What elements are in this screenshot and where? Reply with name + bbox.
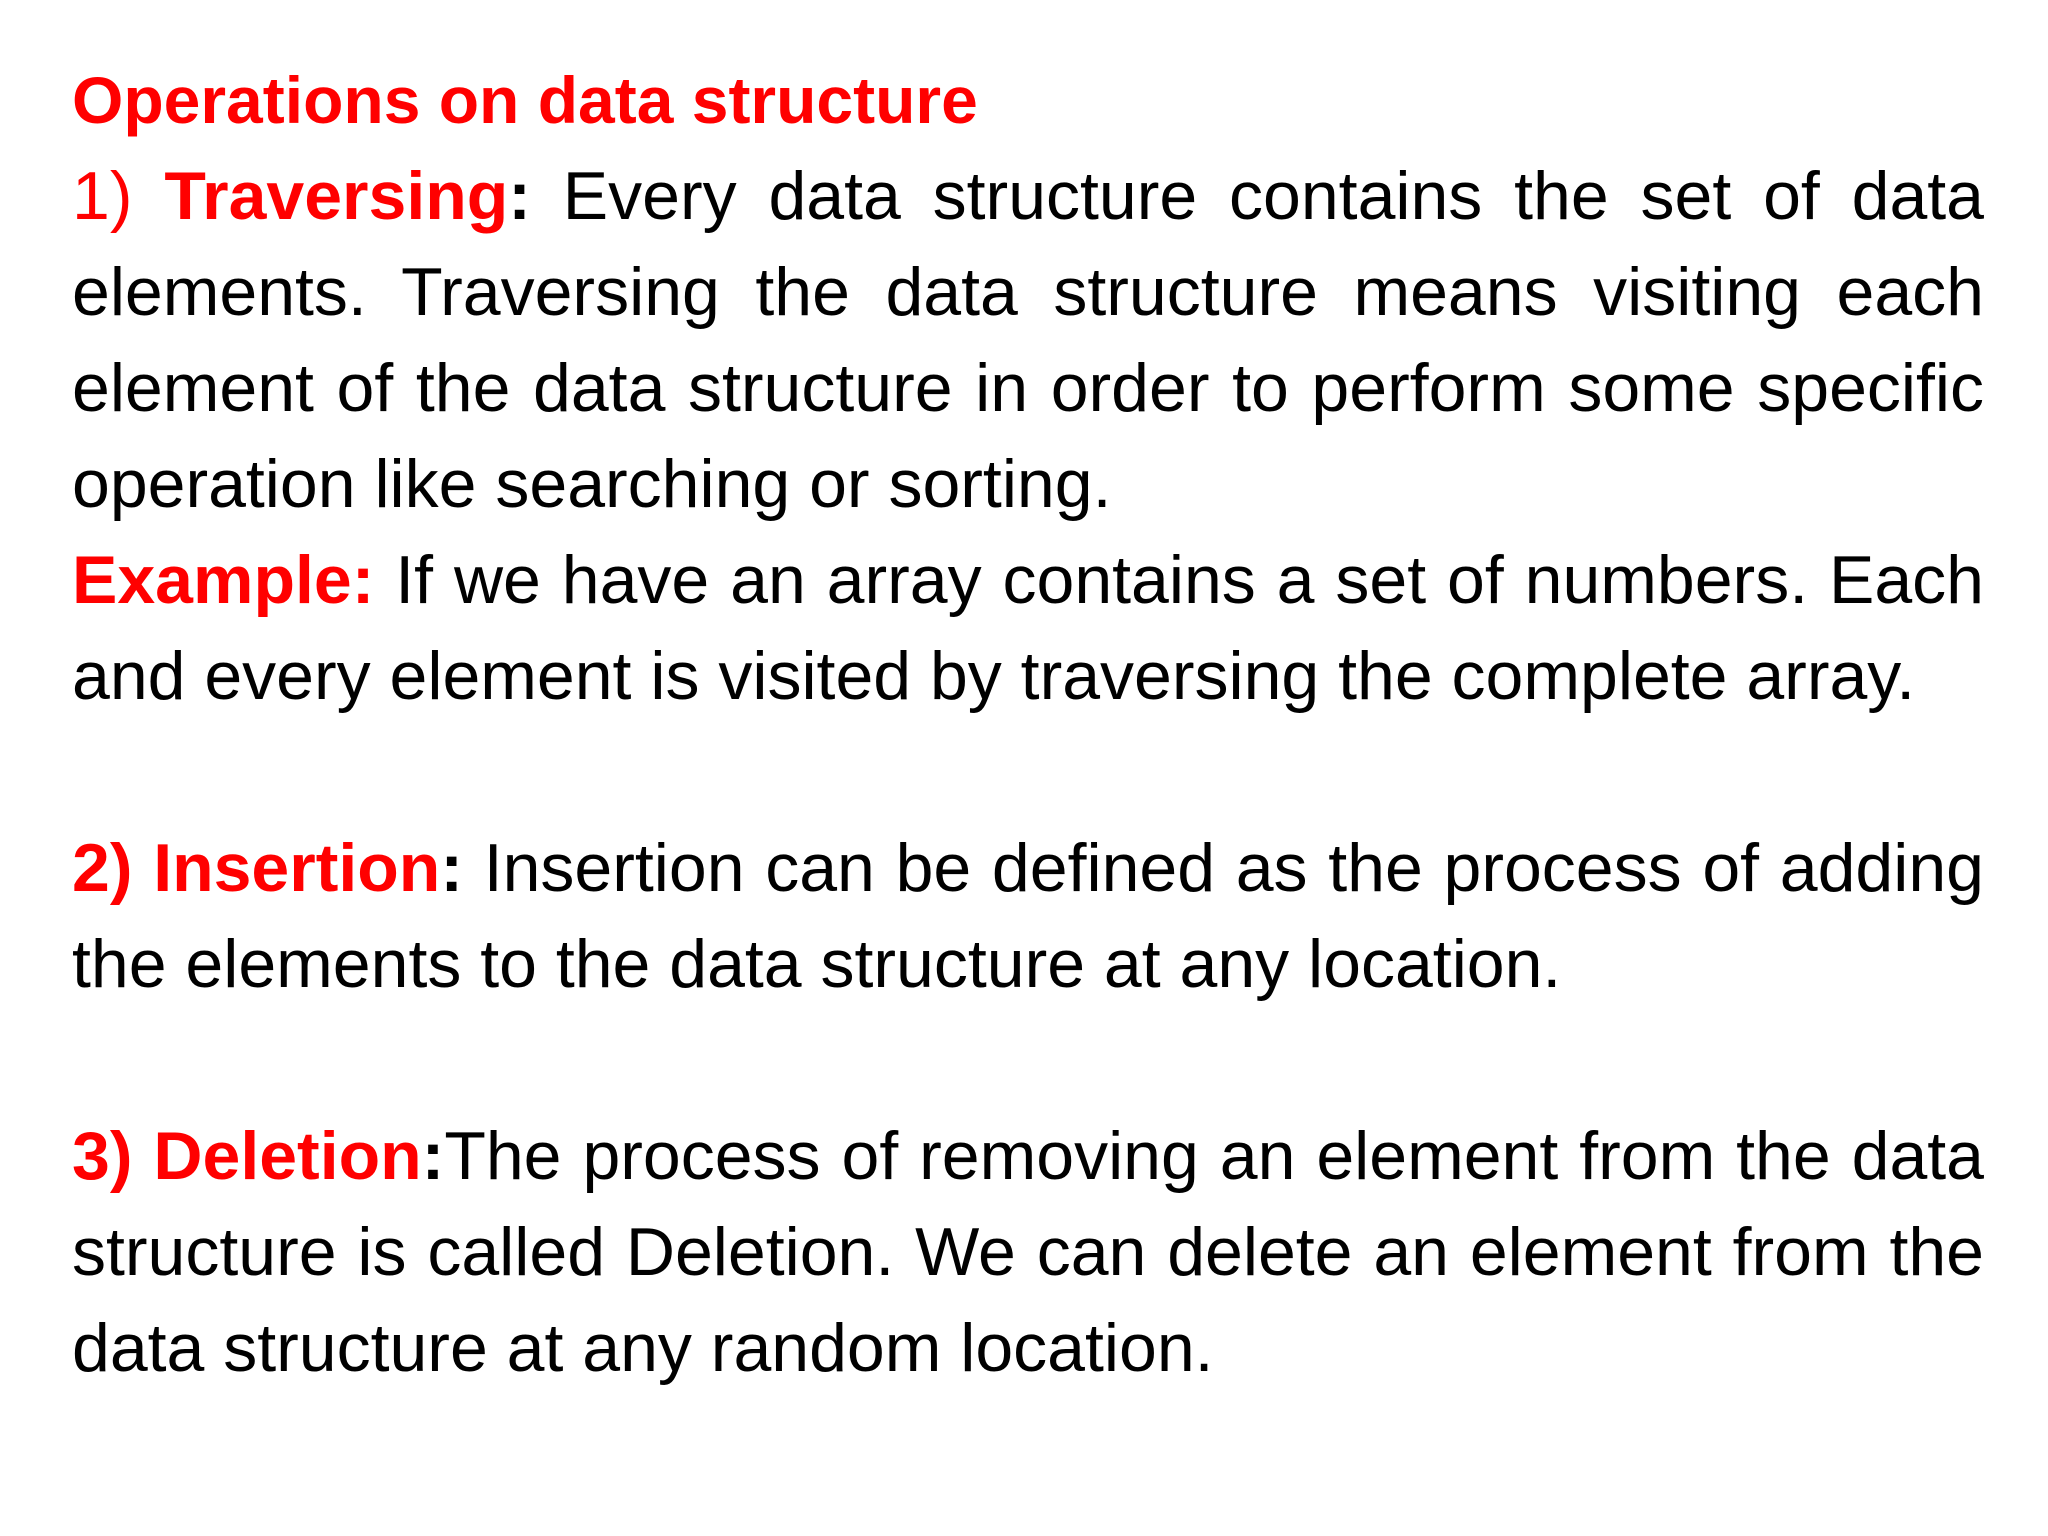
- example-paragraph: [72, 532, 1984, 724]
- insertion-term: Insertion: [153, 830, 441, 906]
- deletion-colon: :: [421, 1118, 445, 1194]
- traversing-number: 1): [72, 158, 133, 234]
- spacer: [72, 724, 1984, 820]
- traversing-colon: :: [508, 158, 531, 234]
- deletion-term: Deletion: [153, 1118, 422, 1194]
- insertion-colon: :: [440, 830, 463, 906]
- slide-title: Operations on data structure: [72, 63, 978, 137]
- insertion-paragraph: [72, 820, 1984, 1012]
- traversing-term: Traversing: [164, 158, 509, 234]
- example-label: Example:: [72, 542, 375, 618]
- traversing-paragraph: [72, 148, 1984, 532]
- insertion-text: Insertion can be defined as the process of adding the elements to the data structure at any location.: [72, 830, 1984, 1002]
- example-text: If we have an array contains a set of numbers. Each and every element is visited by traversing the complete array.: [72, 542, 1984, 714]
- deletion-number: 3): [72, 1118, 133, 1194]
- insertion-number: 2): [72, 830, 133, 906]
- slide-content: [72, 52, 1984, 1396]
- deletion-paragraph: [72, 1108, 1984, 1396]
- spacer: [72, 1012, 1984, 1108]
- deletion-text: The process of removing an element from the data structure is called Deletion. We can delete an element from the data structure at any random location.: [72, 1118, 1984, 1386]
- traversing-text: Every data structure contains the set of data elements. Traversing the data structure means visiting each element of the data structure in order to perform some specific operation like searching or sorting.: [72, 158, 1984, 522]
